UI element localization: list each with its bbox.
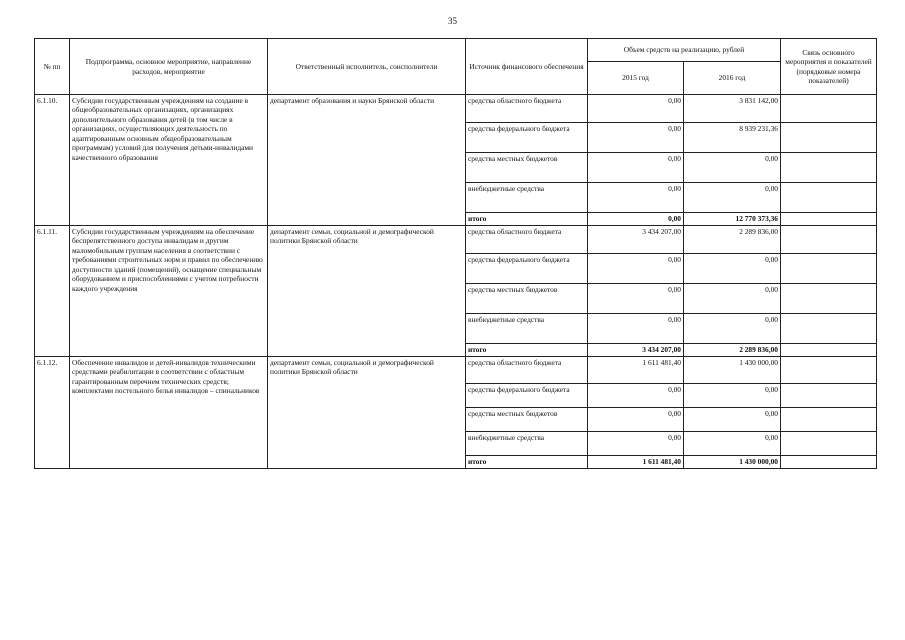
amount-2016: 1 430 000,00 <box>684 357 781 384</box>
funding-source: итого <box>466 456 588 469</box>
indicator-link-cell <box>781 183 877 213</box>
amount-2016: 0,00 <box>684 284 781 314</box>
amount-2015: 0,00 <box>588 408 684 432</box>
amount-2015: 0,00 <box>588 213 684 226</box>
indicator-link-cell <box>781 123 877 153</box>
funding-source: средства федерального бюджета <box>466 123 588 153</box>
funding-source: средства местных бюджетов <box>466 153 588 183</box>
amount-2016: 2 289 836,00 <box>684 344 781 357</box>
amount-2015: 0,00 <box>588 254 684 284</box>
indicator-link-cell <box>781 344 877 357</box>
amount-2015: 0,00 <box>588 384 684 408</box>
header-year-2016: 2016 год <box>684 62 781 95</box>
table-row <box>35 95 877 123</box>
amount-2015: 0,00 <box>588 95 684 123</box>
funding-source: средства местных бюджетов <box>466 284 588 314</box>
amount-2016: 0,00 <box>684 153 781 183</box>
header-executor: Ответственный исполнитель, соисполнители <box>268 39 466 95</box>
item-description: Субсидии государственным учреждениям на создание в общеобразовательных организациях, организациях дополнительного образования детей (в том числе в организациях, осуществляющих деятельность по адаптированным основным общеобразовательным программам) условий для получения детьми-инвалидами качественного образования <box>70 95 268 226</box>
funding-source: внебюджетные средства <box>466 314 588 344</box>
amount-2015: 1 611 481,40 <box>588 357 684 384</box>
amount-2016: 0,00 <box>684 254 781 284</box>
item-code: 6.1.10. <box>35 95 70 226</box>
amount-2016: 0,00 <box>684 183 781 213</box>
funding-source: средства федерального бюджета <box>466 254 588 284</box>
amount-2016: 0,00 <box>684 432 781 456</box>
funding-source: средства областного бюджета <box>466 95 588 123</box>
header-num: № пп <box>35 39 70 95</box>
funding-source: средства местных бюджетов <box>466 408 588 432</box>
page-number: 35 <box>448 16 457 26</box>
funding-source: средства областного бюджета <box>466 357 588 384</box>
amount-2016: 8 939 231,36 <box>684 123 781 153</box>
amount-2016: 0,00 <box>684 314 781 344</box>
header-year-2015: 2015 год <box>588 62 684 95</box>
item-executor: департамент семьи, социальной и демографической политики Брянской области <box>268 226 466 357</box>
funding-source: средства федерального бюджета <box>466 384 588 408</box>
header-volume: Объем средств на реализацию, рублей <box>588 39 781 62</box>
amount-2016: 12 770 373,36 <box>684 213 781 226</box>
budget-table <box>34 38 877 469</box>
funding-source: внебюджетные средства <box>466 183 588 213</box>
item-executor: департамент семьи, социальной и демографической политики Брянской области <box>268 357 466 469</box>
amount-2015: 0,00 <box>588 432 684 456</box>
amount-2015: 0,00 <box>588 153 684 183</box>
indicator-link-cell <box>781 357 877 384</box>
amount-2015: 0,00 <box>588 183 684 213</box>
header-link: Связь основного мероприятия и показателей (порядковые номера показателей) <box>781 39 877 95</box>
indicator-link-cell <box>781 432 877 456</box>
item-code: 6.1.11. <box>35 226 70 357</box>
amount-2015: 0,00 <box>588 123 684 153</box>
amount-2016: 0,00 <box>684 408 781 432</box>
amount-2015: 3 434 207,00 <box>588 344 684 357</box>
funding-source: внебюджетные средства <box>466 432 588 456</box>
item-executor: департамент образования и науки Брянской области <box>268 95 466 226</box>
indicator-link-cell <box>781 153 877 183</box>
header-subprogram: Подпрограмма, основное мероприятие, направление расходов, мероприятие <box>70 39 268 95</box>
indicator-link-cell <box>781 213 877 226</box>
funding-source: итого <box>466 344 588 357</box>
indicator-link-cell <box>781 95 877 123</box>
table-row <box>35 357 877 384</box>
table-body <box>35 95 877 469</box>
header-source: Источник финансового обеспечения <box>466 39 588 95</box>
amount-2015: 3 434 207,00 <box>588 226 684 254</box>
indicator-link-cell <box>781 226 877 254</box>
funding-source: средства областного бюджета <box>466 226 588 254</box>
amount-2016: 3 831 142,00 <box>684 95 781 123</box>
item-code: 6.1.12. <box>35 357 70 469</box>
table-row <box>35 226 877 254</box>
amount-2016: 1 430 000,00 <box>684 456 781 469</box>
amount-2016: 0,00 <box>684 384 781 408</box>
indicator-link-cell <box>781 384 877 408</box>
indicator-link-cell <box>781 314 877 344</box>
item-description: Субсидии государственным учреждениям на обеспечение беспрепятственного доступа инвалидам и другим маломобильным группам населения в соответствии с требованиями строительных норм и правил по обеспечению доступности зданий (помещений), оснащение специальным оборудованием и приспособлениями с учетом потребности каждого учреждения <box>70 226 268 357</box>
indicator-link-cell <box>781 254 877 284</box>
indicator-link-cell <box>781 284 877 314</box>
indicator-link-cell <box>781 456 877 469</box>
amount-2015: 1 611 481,40 <box>588 456 684 469</box>
item-description: Обеспечение инвалидов и детей-инвалидов техническими средствами реабилитации в соответствии с областным гарантированным перечнем технических средств; комплектами постельного белья инвалидов – спинальников <box>70 357 268 469</box>
amount-2016: 2 289 836,00 <box>684 226 781 254</box>
amount-2015: 0,00 <box>588 284 684 314</box>
amount-2015: 0,00 <box>588 314 684 344</box>
indicator-link-cell <box>781 408 877 432</box>
funding-source: итого <box>466 213 588 226</box>
